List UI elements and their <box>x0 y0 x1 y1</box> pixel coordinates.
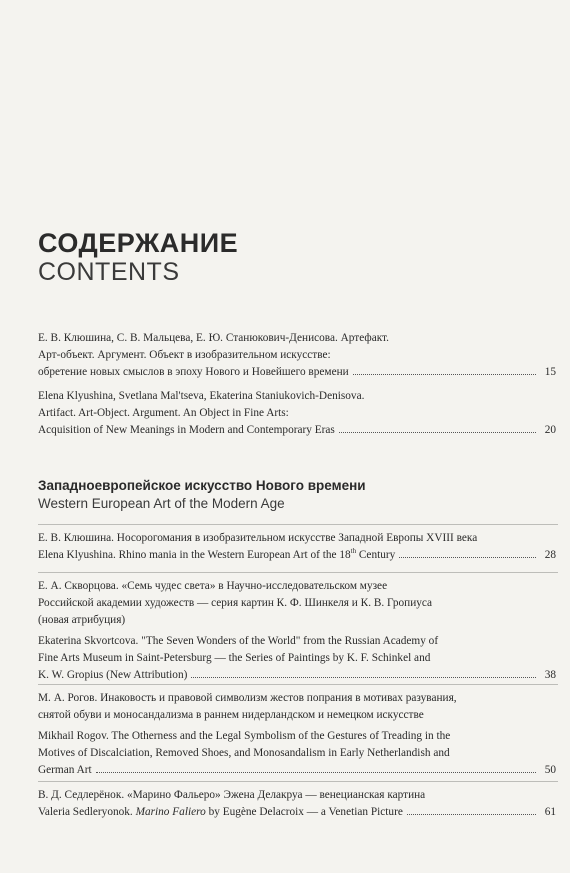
toc-entry[interactable] <box>38 787 556 821</box>
toc-entry[interactable] <box>38 690 556 779</box>
section-heading <box>38 477 366 513</box>
toc-page <box>38 0 558 873</box>
section-title-en: Western European Art of the Modern Age <box>38 496 285 511</box>
page-number: 20 <box>544 424 556 436</box>
entry-line: Valeria Sedleryonok. Marino Faliero by Eugène Delacroix — a Venetian Picture <box>38 806 403 818</box>
entry-line: Е. В. Клюшина, С. В. Мальцева, Е. Ю. Станюкович-Денисова. Артефакт. <box>38 332 389 344</box>
entry-line: (новая атрибуция) <box>38 614 126 626</box>
dot-leader <box>407 814 536 815</box>
entry-line: обретение новых смыслов в эпоху Нового и Новейшего времени <box>38 366 349 378</box>
entry-line: Artifact. Art-Object. Argument. An Object in Fine Arts: <box>38 407 289 419</box>
entry-line: K. W. Gropius (New Attribution) <box>38 669 188 681</box>
entry-leader-line <box>38 364 556 381</box>
entry-leader-line <box>38 804 556 821</box>
page-number: 38 <box>544 669 556 681</box>
dot-leader <box>96 772 536 773</box>
toc-entry[interactable] <box>38 530 556 564</box>
entry-leader-line <box>38 422 556 439</box>
entry-leader-line <box>38 547 556 564</box>
page-number: 15 <box>544 366 556 378</box>
divider <box>38 781 558 782</box>
entry-leader-line <box>38 762 556 779</box>
heading-ru: СОДЕРЖАНИЕ <box>38 228 239 258</box>
entry-line: Арт-объект. Аргумент. Объект в изобразительном искусстве: <box>38 349 331 361</box>
dot-leader <box>339 432 536 433</box>
dot-leader <box>191 677 536 678</box>
entry-line: Российской академии художеств — серия картин К. Ф. Шинкеля и К. В. Гропиуса <box>38 597 433 609</box>
page-number: 61 <box>544 806 556 818</box>
entry-line: Acquisition of New Meanings in Modern and Contemporary Eras <box>38 424 335 436</box>
toc-entry[interactable] <box>38 578 556 684</box>
entry-line: снятой обуви и моносандализма в раннем нидерландском и немецком искусстве <box>38 709 424 721</box>
page-number: 28 <box>544 549 556 561</box>
entry-line: Elena Klyushina. Rhino mania in the Western European Art of the 18th Century <box>38 547 396 561</box>
entry-line: Е. В. Клюшина. Носорогомания в изобразительном искусстве Западной Европы XVIII века <box>38 532 478 544</box>
entry-line: German Art <box>38 764 92 776</box>
entry-line: В. Д. Седлерёнок. «Марино Фальеро» Эжена Делакруа — венецианская картина <box>38 789 426 801</box>
entry-line: М. А. Рогов. Инаковость и правовой символизм жестов попрания в мотивах разувания, <box>38 692 457 704</box>
entry-leader-line <box>38 667 556 684</box>
section-title-ru: Западноевропейское искусство Нового времени <box>38 478 366 493</box>
contents-heading <box>38 228 238 286</box>
entry-line: Elena Klyushina, Svetlana Mal'tseva, Ekaterina Staniukovich-Denisova. <box>38 390 365 402</box>
entry-line: Fine Arts Museum in Saint-Petersburg — the Series of Paintings by K. F. Schinkel and <box>38 652 431 664</box>
divider <box>38 684 558 685</box>
page-number: 50 <box>544 764 556 776</box>
dot-leader <box>399 557 536 558</box>
entry-line: Mikhail Rogov. The Otherness and the Legal Symbolism of the Gestures of Treading in the <box>38 730 451 742</box>
toc-entry[interactable] <box>38 388 556 439</box>
heading-en: CONTENTS <box>38 258 180 286</box>
divider <box>38 572 558 573</box>
dot-leader <box>353 374 536 375</box>
toc-entry[interactable] <box>38 330 556 381</box>
divider <box>38 524 558 525</box>
entry-line: Motives of Discalciation, Removed Shoes, and Monosandalism in Early Netherlandish and <box>38 747 450 759</box>
entry-line: Е. А. Скворцова. «Семь чудес света» в Научно-исследовательском музее <box>38 580 388 592</box>
entry-line: Ekaterina Skvortcova. "The Seven Wonders of the World" from the Russian Academy of <box>38 635 439 647</box>
